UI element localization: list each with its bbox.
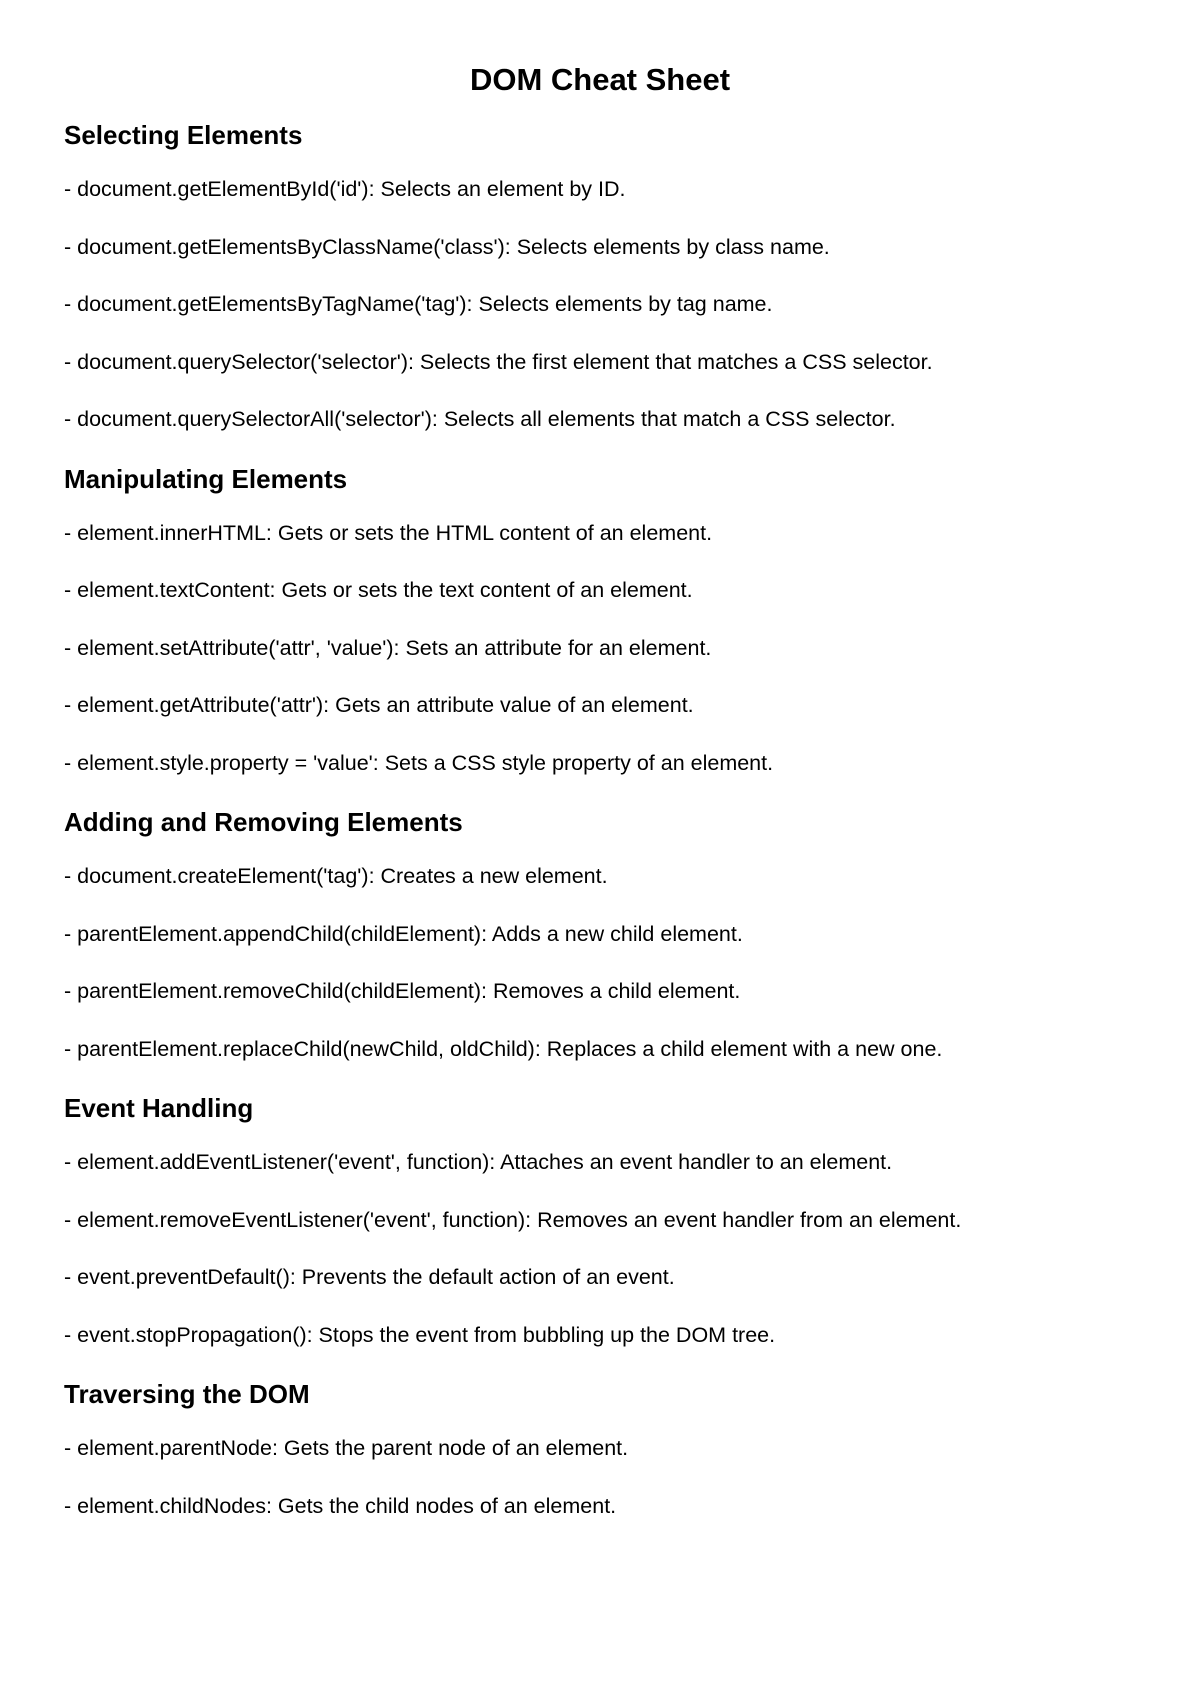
list-item: - element.addEventListener('event', function): Attaches an event handler to an element. bbox=[64, 1150, 893, 1174]
section-heading: Event Handling bbox=[64, 1093, 254, 1123]
list-item: - document.createElement('tag'): Creates a new element. bbox=[64, 864, 608, 888]
list-item: - element.removeEventListener('event', function): Removes an event handler from an element. bbox=[64, 1207, 962, 1232]
list-item: - document.getElementById('id'): Selects an element by ID. bbox=[64, 177, 626, 201]
list-item: - document.getElementsByTagName('tag'): Selects elements by tag name. bbox=[64, 292, 773, 316]
item-list bbox=[64, 1149, 1136, 1348]
sections-container bbox=[64, 120, 1136, 1519]
section-heading: Manipulating Elements bbox=[64, 463, 348, 494]
list-item: - element.parentNode: Gets the parent node of an element. bbox=[64, 1436, 629, 1460]
list-item: - element.setAttribute('attr', 'value'): Sets an attribute for an element. bbox=[64, 635, 712, 660]
section bbox=[64, 120, 1136, 432]
list-item: - element.style.property = 'value': Sets a CSS style property of an element. bbox=[64, 750, 774, 775]
list-item: - document.getElementsByClassName('class'): Selects elements by class name. bbox=[64, 234, 830, 259]
list-item: - parentElement.removeChild(childElement): Removes a child element. bbox=[64, 979, 741, 1003]
list-item: - event.preventDefault(): Prevents the default action of an event. bbox=[64, 1265, 675, 1289]
section bbox=[64, 464, 1136, 776]
list-item: - element.textContent: Gets or sets the text content of an element. bbox=[64, 578, 693, 602]
list-item: - element.getAttribute('attr'): Gets an attribute value of an element. bbox=[64, 693, 694, 717]
list-item: - element.childNodes: Gets the child nodes of an element. bbox=[64, 1493, 617, 1518]
section bbox=[64, 1379, 1136, 1519]
section bbox=[64, 1093, 1136, 1348]
list-item: - document.querySelectorAll('selector'): Selects all elements that match a CSS selector. bbox=[64, 407, 896, 431]
section-heading: Selecting Elements bbox=[64, 120, 303, 150]
list-item: - parentElement.replaceChild(newChild, oldChild): Replaces a child element with a new one. bbox=[64, 1036, 943, 1061]
list-item: - document.querySelector('selector'): Selects the first element that matches a CSS selector. bbox=[64, 349, 933, 374]
section-heading: Traversing the DOM bbox=[64, 1379, 310, 1409]
list-item: - element.innerHTML: Gets or sets the HTML content of an element. bbox=[64, 520, 713, 545]
section-heading: Adding and Removing Elements bbox=[64, 807, 463, 837]
list-item: - event.stopPropagation(): Stops the event from bubbling up the DOM tree. bbox=[64, 1322, 776, 1347]
item-list bbox=[64, 1435, 1136, 1519]
list-item: - parentElement.appendChild(childElement): Adds a new child element. bbox=[64, 921, 743, 946]
item-list bbox=[64, 863, 1136, 1062]
item-list bbox=[64, 176, 1136, 432]
section bbox=[64, 807, 1136, 1062]
document-title: DOM Cheat Sheet bbox=[469, 62, 731, 97]
item-list bbox=[64, 520, 1136, 776]
